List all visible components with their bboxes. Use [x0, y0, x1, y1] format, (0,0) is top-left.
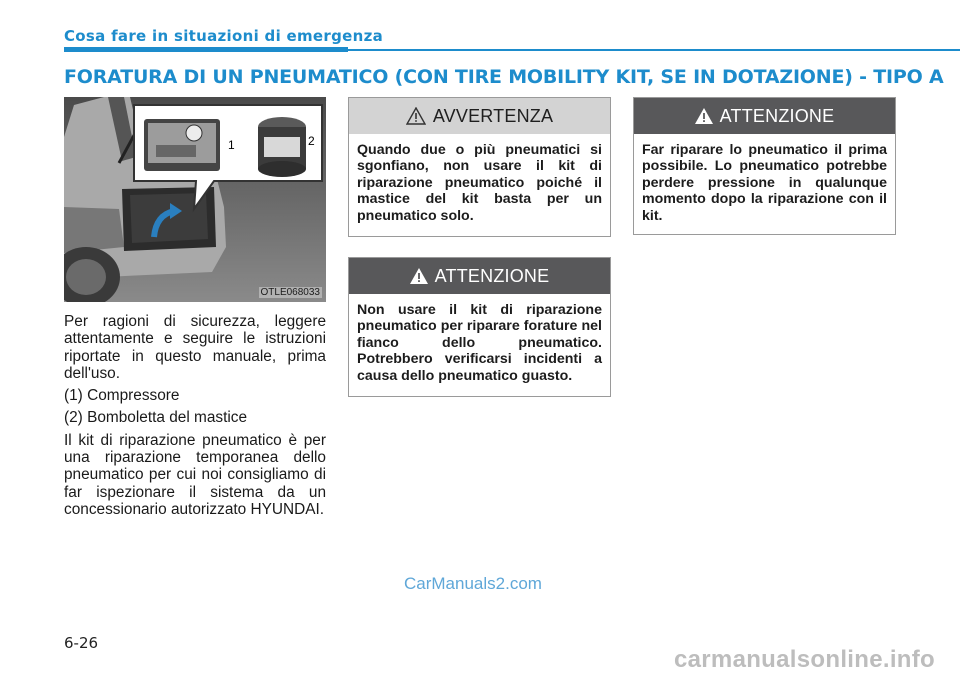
warning-triangle-icon — [406, 107, 426, 125]
caution-box-paragraph: Non usare il kit di riparazione pneumatico per riparare forature nel fianco dello pneumatico. Potrebbero verificarsi incidenti a causa dello pneumatico guasto. — [357, 302, 602, 384]
header-rule-thick — [64, 47, 348, 52]
section-title: Cosa fare in situazioni di emergenza — [64, 27, 384, 45]
caution-box-repair — [633, 97, 896, 235]
intro-paragraph: Per ragioni di sicurezza, leggere attentamente e seguire le istruzioni riportate in questo manuale, prima dell'uso. — [64, 313, 326, 382]
callout-2-label: 2 — [308, 134, 315, 148]
watermark-carmanuals2: CarManuals2.com — [404, 574, 542, 593]
warning-box-title: AVVERTENZA — [432, 105, 554, 126]
figure-code: OTLE068033 — [260, 287, 320, 298]
caution-box-title: ATTENZIONE — [719, 105, 835, 126]
callout-1-label: 1 — [228, 138, 235, 152]
caution-box-text — [634, 134, 895, 232]
item-compressor: (1) Compressore — [64, 387, 180, 405]
page-heading: FORATURA DI UN PNEUMATICO (CON TIRE MOBILITY KIT, SE IN DOTAZIONE) - TIPO A — [64, 66, 944, 88]
repair-kit-paragraph: Il kit di riparazione pneumatico è per una riparazione temporanea dello pneumatico per cui noi consigliamo di far ispezionare il sistema da un concessionario autorizzato HYUNDAI. — [64, 431, 326, 518]
caution-box-text — [349, 294, 610, 392]
page-number: 6-26 — [64, 634, 99, 652]
tire-mobility-kit-illustration — [64, 97, 326, 302]
caution-box-sidewall — [348, 257, 611, 397]
caution-box-header — [349, 258, 610, 294]
header-rule-thin — [348, 49, 960, 51]
warning-box-paragraph: Quando due o più pneumatici si sgonfiano, non usare il kit di riparazione pneumatico poiché il mastice del kit basta per un pneumatico solo. — [357, 142, 602, 224]
caution-triangle-icon — [695, 108, 713, 124]
warning-box — [348, 97, 611, 237]
warning-box-header — [349, 98, 610, 134]
caution-box-title: ATTENZIONE — [434, 265, 550, 286]
caution-box-paragraph: Far riparare lo pneumatico il prima possibile. Lo pneumatico potrebbe perdere pressione in qualunque momento dopo la riparazione con il kit. — [642, 142, 887, 224]
watermark-carmanualsonline: carmanualsonline.info — [674, 646, 936, 673]
body-text — [64, 313, 326, 523]
warning-box-text — [349, 134, 610, 232]
item-sealant-bottle: (2) Bomboletta del mastice — [64, 409, 248, 427]
caution-box-header — [634, 98, 895, 134]
caution-triangle-icon — [410, 268, 428, 284]
